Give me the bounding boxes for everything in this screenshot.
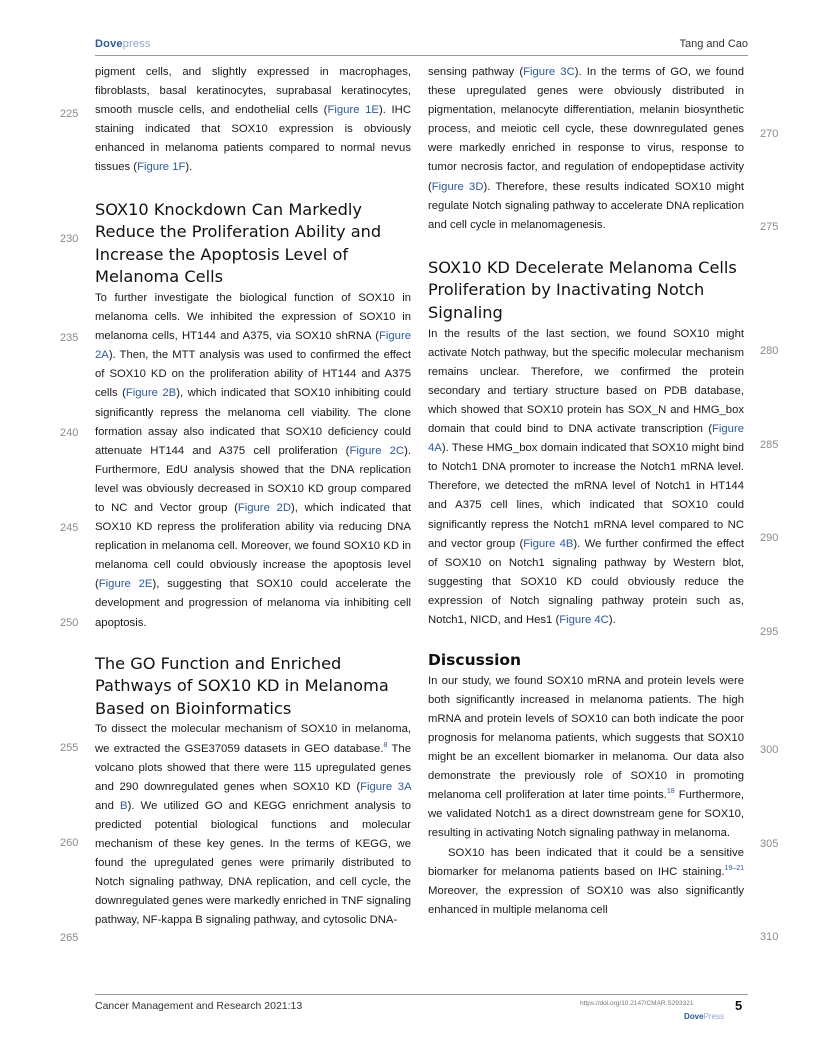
figure-link[interactable]: Figure 2B	[125, 387, 177, 400]
line-number: 265	[60, 932, 79, 944]
paragraph-notch-signaling: In the results of the last section, we found SOX10 might activate Notch pathway, but the specific molecular mechanism remains unclear. Therefore, we confirmed the protein secondary and tertiary structure based on PDB database, which showed that SOX10 protein has SOX_N and HMG_box domain that could bind to DNA activate transcription (Figure 4A). These HMG_box domain indicated that SOX10 might bind to Notch1 DNA promoter to increase the Notch1 mRNA level. Therefore, we detected the mRNA level of Notch1 in HT144 and A375 cell lines, which indicated that SOX10 could significantly repress the Notch1 mRNA level compared to NC and vector group (Figure 4B). We further confirmed the effect of SOX10 on Notch1 signaling pathway by Western blot, suggesting that SOX10 KD could obviously reduce the expression of Notch signaling pathway protein such as, Notch1, NICD, and Hes1 (Figure 4C).	[428, 327, 744, 627]
figure-link[interactable]: Figure 2E	[98, 578, 153, 591]
reference-link[interactable]: 18	[666, 788, 675, 796]
reference-link[interactable]: 8	[383, 741, 388, 749]
line-number: 250	[60, 617, 79, 629]
line-number: 270	[760, 128, 779, 140]
line-number: 295	[760, 626, 779, 638]
line-number: 260	[60, 837, 79, 849]
paragraph-discussion-1: In our study, we found SOX10 mRNA and protein levels were both significantly increased in melanoma patients. The high mRNA and protein levels of SOX10 can both indicate the poor prognosis for melanoma patients, which suggests that SOX10 might be an excellent biomarker in melanoma. Our data also demonstrate the previously role of SOX10 in promoting melanoma cell proliferation at later time points.$^{18}$ Furthermore, we validated Notch1 as a direct downstream gene for SOX10, resulting in activating Notch signaling pathway in melanoma.	[428, 674, 744, 840]
figure-link[interactable]: B	[120, 799, 128, 812]
section-heading-go-function: The GO Function and Enriched Pathways of SOX10 KD in Melanoma Based on Bioinformatics	[95, 653, 389, 718]
section-heading-notch-signaling: SOX10 KD Decelerate Melanoma Cells Proliferation by Inactivating Notch Signaling	[428, 257, 737, 323]
line-number: 255	[60, 742, 79, 754]
paragraph-sox10-knockdown: To further investigate the biological function of SOX10 in melanoma cells. We inhibited the expression of SOX10 in melanoma cells, HT144 and A375, via SOX10 shRNA (Figure 2A). Then, the MTT analysis was used to confirmed the effect of SOX10 KD on the proliferation ability of HT144 and A375 cells (Figure 2B), which indicated that SOX10 inhibiting could significantly repress the melanoma cell viability. The clone formation assay also indicated that SOX10 deficiency could attenuate HT144 and A375 cell proliferation (Figure 2C). Furthermore, EdU analysis showed that the DNA replication level was obviously decreased in SOX10 KD group compared to NC and Vector group (Figure 2D), which indicated that SOX10 KD repress the proliferation ability via reducing DNA replication in melanoma cell. Moreover, we found SOX10 KD in melanoma cell could obviously increase the apoptosis level (Figure 2E), suggesting that SOX10 could accelerate the development and progression of melanoma via inhibiting cell apoptosis.	[95, 291, 412, 629]
figure-link[interactable]: Figure 4A	[428, 423, 744, 455]
right-column	[428, 63, 744, 920]
paragraph-discussion-2: SOX10 has been indicated that it could be a sensitive biomarker for melanoma patients based on IHC staining.$^{19-21}$ Moreover, the expression of SOX10 was also significantly enhanced in multiple melanoma cell	[428, 846, 744, 916]
line-number: 225	[60, 108, 79, 120]
footer-rule	[95, 994, 748, 995]
figure-link[interactable]: Figure 4B	[523, 537, 574, 550]
figure-link[interactable]: Figure 2A	[95, 330, 411, 362]
paragraph-go-function: To dissect the molecular mechanism of SOX10 in melanoma, we extracted the GSE37059 datasets in GEO database.$^8$ The volcano plots showed that there were 115 upregulated genes and 290 downregulated genes when SOX10 KD (Figure 3A and B). We utilized GO and KEGG enrichment analysis to predicted potential biological functions and molecular mechanism of these key genes. In the terms of KEGG, we found the upregulated genes were primarily distributed to Notch signaling pathway, DNA replication, and cell cycle, the downregulated genes were markedly enriched in TNF signaling pathway, NF-kappa B signaling pathway, and cytosolic DNA-	[95, 723, 411, 927]
section-heading-sox10-knockdown: SOX10 Knockdown Can Markedly Reduce the Proliferation Ability and Increase the Apoptosis Level of Melanoma Cells	[95, 199, 382, 287]
running-header-authors: Tang and Cao	[679, 38, 748, 50]
line-number: 285	[760, 439, 779, 451]
line-number: 305	[760, 838, 779, 850]
paragraph-figure1-continuation: pigment cells, and slightly expressed in macrophages, fibroblasts, basal keratinocytes, suprabasal keratinocytes, smooth muscle cells, and endothelial cells (Figure 1E). IHC staining indicated that SOX10 expression is obviously enhanced in melanoma patients compared to normal nevus tissues (Figure 1F).	[95, 66, 411, 174]
footer-brand: DovePress	[684, 1012, 725, 1021]
figure-link[interactable]: Figure 1E	[327, 104, 379, 117]
paragraph-go-continuation: sensing pathway (Figure 3C). In the terms of GO, we found these upregulated genes were obviously distributed in pigmentation, melanocyte differentiation, melanin biosynthetic process, and meiotic cell cycle, these downregulated genes were markedly enriched in response to virus, response to tumor necrosis factor, and regulation of endopeptidase activity (Figure 3D). Therefore, these results indicated SOX10 might regulate Notch signaling pathway to accelerate DNA replication and cell cycle in melanomagenesis.	[428, 66, 744, 231]
figure-link[interactable]: Figure 1F	[137, 161, 186, 174]
line-number: 235	[60, 332, 79, 344]
journal-brand-header: Dovepress	[95, 38, 151, 50]
line-number: 230	[60, 233, 79, 245]
figure-link[interactable]: Figure 2D	[237, 501, 292, 514]
figure-link[interactable]: Figure 2C	[349, 444, 405, 457]
figure-link[interactable]: Figure 3C	[523, 66, 575, 78]
line-number: 290	[760, 532, 779, 544]
line-number: 310	[760, 931, 779, 943]
line-number: 275	[760, 221, 779, 233]
header-rule	[95, 55, 748, 56]
footer-journal-citation: Cancer Management and Research 2021:13	[95, 1000, 303, 1012]
left-column	[95, 63, 411, 930]
figure-link[interactable]: Figure 4C	[559, 614, 609, 627]
figure-link[interactable]: Figure 3A	[360, 780, 411, 793]
figure-link[interactable]: Figure 3D	[431, 180, 484, 193]
reference-link[interactable]: 19–21	[724, 864, 744, 872]
section-heading-discussion: Discussion	[428, 651, 522, 670]
page-number: 5	[735, 998, 743, 1013]
line-number: 240	[60, 427, 79, 439]
footer-doi-link[interactable]: https://doi.org/10.2147/CMAR.S293321	[580, 1000, 694, 1007]
line-number: 300	[760, 744, 779, 756]
line-number: 245	[60, 522, 79, 534]
line-number: 280	[760, 345, 779, 357]
